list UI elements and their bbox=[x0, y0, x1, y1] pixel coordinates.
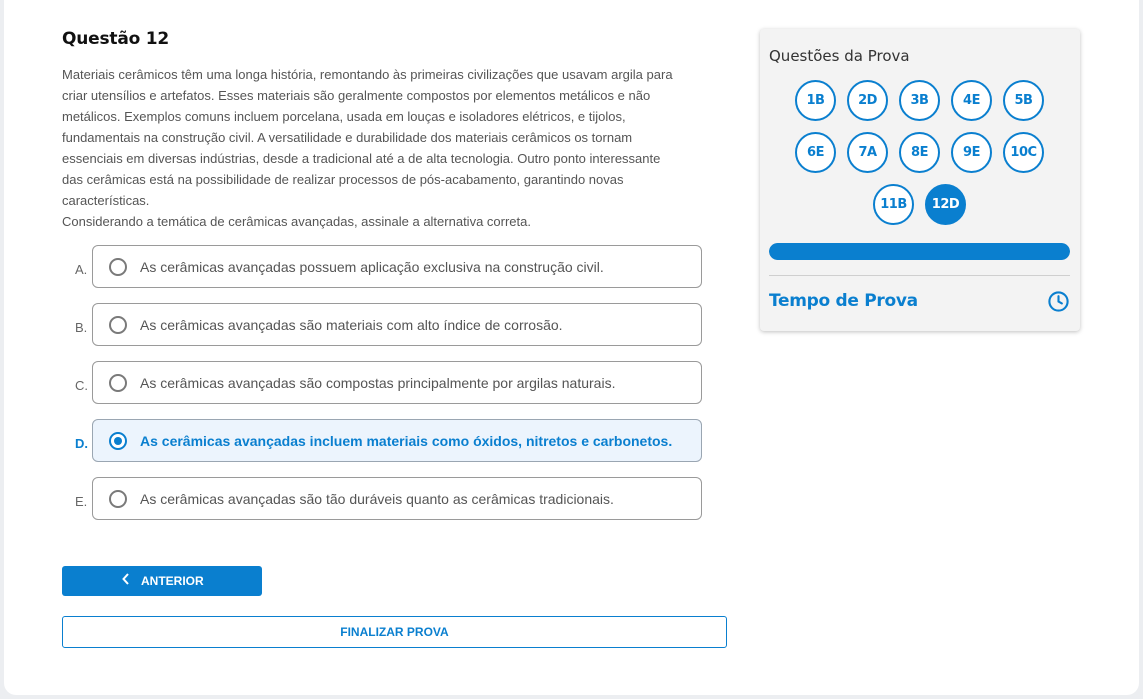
alternative-option[interactable] bbox=[92, 419, 702, 462]
alternative-letter: A. bbox=[75, 262, 88, 277]
previous-label: ANTERIOR bbox=[141, 574, 204, 588]
question-nav-button[interactable]: 10C bbox=[1003, 132, 1044, 173]
alternative-c bbox=[62, 361, 702, 404]
divider bbox=[769, 275, 1070, 276]
radio-icon[interactable] bbox=[109, 316, 127, 334]
alternative-text: As cerâmicas avançadas são compostas principalmente por argilas naturais. bbox=[140, 375, 616, 391]
question-nav-button[interactable]: 5B bbox=[1003, 80, 1044, 121]
question-nav-button[interactable]: 9E bbox=[951, 132, 992, 173]
chevron-left-icon bbox=[122, 572, 130, 588]
alternative-option[interactable] bbox=[92, 477, 702, 520]
exam-page bbox=[4, 0, 1139, 695]
question-title: Questão 12 bbox=[62, 29, 170, 49]
radio-icon[interactable] bbox=[109, 258, 127, 276]
alternative-letter: B. bbox=[75, 320, 88, 335]
question-nav-button[interactable]: 3B bbox=[899, 80, 940, 121]
stem-line: características. bbox=[62, 193, 150, 208]
question-nav-button[interactable]: 6E bbox=[795, 132, 836, 173]
panel-title: Questões da Prova bbox=[769, 47, 910, 65]
exam-questions-panel bbox=[760, 29, 1080, 331]
question-nav-button[interactable]: 8E bbox=[899, 132, 940, 173]
alternative-text: As cerâmicas avançadas são materiais com alto índice de corrosão. bbox=[140, 317, 563, 333]
question-nav-button[interactable]: 2D bbox=[847, 80, 888, 121]
alternative-option[interactable] bbox=[92, 361, 702, 404]
question-nav-button[interactable]: 4E bbox=[951, 80, 992, 121]
alternative-letter: D. bbox=[75, 436, 88, 451]
alternative-text: As cerâmicas avançadas possuem aplicação exclusiva na construção civil. bbox=[140, 259, 604, 275]
question-nav-button[interactable]: 11B bbox=[873, 184, 914, 225]
stem-line: essenciais em diversas indústrias, desde a tradicional até a de alta tecnologia. Outro ponto interessante bbox=[62, 151, 661, 166]
alternative-text: As cerâmicas avançadas incluem materiais como óxidos, nitretos e carbonetos. bbox=[140, 433, 673, 449]
stem-line: metálicos. Exemplos comuns incluem porcelana, usada em louças e isoladores elétricos, e tijolos, bbox=[62, 109, 626, 124]
clock-icon[interactable] bbox=[1047, 290, 1070, 313]
alternative-option[interactable] bbox=[92, 303, 702, 346]
stem-line: das cerâmicas está na possibilidade de realizar processos de pós-acabamento, garantindo novas bbox=[62, 172, 624, 187]
stem-line: Materiais cerâmicos têm uma longa história, remontando às primeiras civilizações que usavam argila para bbox=[62, 67, 673, 82]
alternative-e bbox=[62, 477, 702, 520]
radio-icon[interactable] bbox=[109, 490, 127, 508]
exam-progress-bar bbox=[769, 243, 1070, 260]
finish-exam-button[interactable]: FINALIZAR PROVA bbox=[62, 616, 727, 648]
radio-icon[interactable] bbox=[109, 432, 127, 450]
alternative-letter: E. bbox=[75, 494, 88, 509]
alternative-a bbox=[62, 245, 702, 288]
alternative-text: As cerâmicas avançadas são tão duráveis quanto as cerâmicas tradicionais. bbox=[140, 491, 614, 507]
alternative-option[interactable] bbox=[92, 245, 702, 288]
timer-label: Tempo de Prova bbox=[769, 291, 918, 311]
question-stem bbox=[62, 64, 732, 232]
stem-line: fundamentais na construção civil. A versatilidade e durabilidade dos materiais cerâmicos os tornam bbox=[62, 130, 633, 145]
question-nav-button[interactable]: 1B bbox=[795, 80, 836, 121]
alternative-d bbox=[62, 419, 702, 462]
alternative-letter: C. bbox=[75, 378, 88, 393]
stem-line: criar utensílios e artefatos. Esses materiais são geralmente compostos por elementos metálicos e não bbox=[62, 88, 651, 103]
question-nav-button[interactable]: 7A bbox=[847, 132, 888, 173]
alternative-b bbox=[62, 303, 702, 346]
progress-fill bbox=[769, 243, 1070, 260]
radio-icon[interactable] bbox=[109, 374, 127, 392]
previous-button[interactable] bbox=[62, 566, 262, 596]
question-nav-button[interactable]: 12D bbox=[925, 184, 966, 225]
stem-instruction: Considerando a temática de cerâmicas avançadas, assinale a alternativa correta. bbox=[62, 214, 531, 229]
